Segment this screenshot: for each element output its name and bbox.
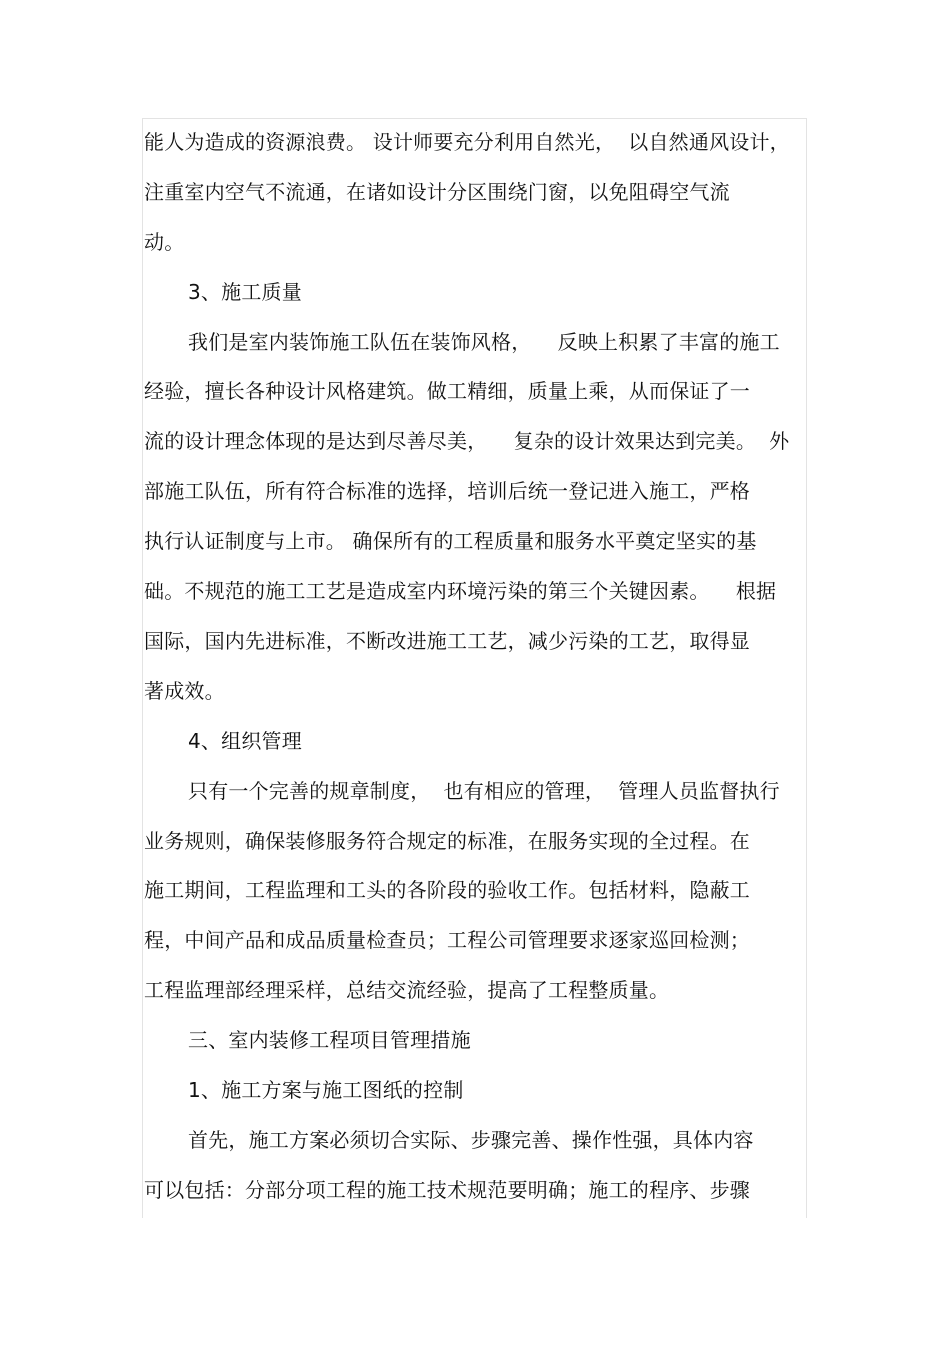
body-line: 首先，施工方案必须切合实际、步骤完善、操作性强，具体内容 [188,1128,754,1152]
chapter-heading: 三、室内装修工程项目管理措施 [188,1028,471,1052]
body-line: 础。不规范的施工工艺是造成室内环境污染的第三个关键因素。 根据 [144,579,777,603]
body-line: 注重室内空气不流通，在诸如设计分区围绕门窗，以免阻碍空气流 [144,180,730,204]
body-line: 执行认证制度与上市。 确保所有的工程质量和服务水平奠定坚实的基 [144,529,757,553]
body-line: 我们是室内装饰施工队伍在装饰风格， 反映上积累了丰富的施工 [188,330,780,354]
body-line: 只有一个完善的规章制度， 也有相应的管理， 管理人员监督执行 [188,779,780,803]
body-line: 工程监理部经理采样，总结交流经验，提高了工程整质量。 [144,978,670,1002]
body-line: 可以包括：分部分项工程的施工技术规范要明确；施工的程序、步骤 [144,1178,750,1202]
body-line: 动。 [144,230,185,254]
body-line: 能人为造成的资源浪费。 设计师要充分利用自然光， 以自然通风设计， [144,130,790,154]
section-heading: 4、组织管理 [188,729,302,753]
body-line: 著成效。 [144,679,225,703]
body-line: 部施工队伍，所有符合标准的选择，培训后统一登记进入施工，严格 [144,479,750,503]
section-heading: 3、施工质量 [188,280,302,304]
body-line: 程，中间产品和成品质量检查员；工程公司管理要求逐家巡回检测； [144,928,750,952]
body-line: 国际，国内先进标准，不断改进施工工艺，减少污染的工艺，取得显 [144,629,750,653]
body-line: 施工期间，工程监理和工头的各阶段的验收工作。包括材料，隐蔽工 [144,878,750,902]
body-line: 经验，擅长各种设计风格建筑。做工精细，质量上乘，从而保证了一 [144,379,750,403]
section-heading: 1、施工方案与施工图纸的控制 [188,1078,464,1102]
body-line: 流的设计理念体现的是达到尽善尽美， 复杂的设计效果达到完美。 外 [144,429,790,453]
body-line: 业务规则，确保装修服务符合规定的标准，在服务实现的全过程。在 [144,829,750,853]
